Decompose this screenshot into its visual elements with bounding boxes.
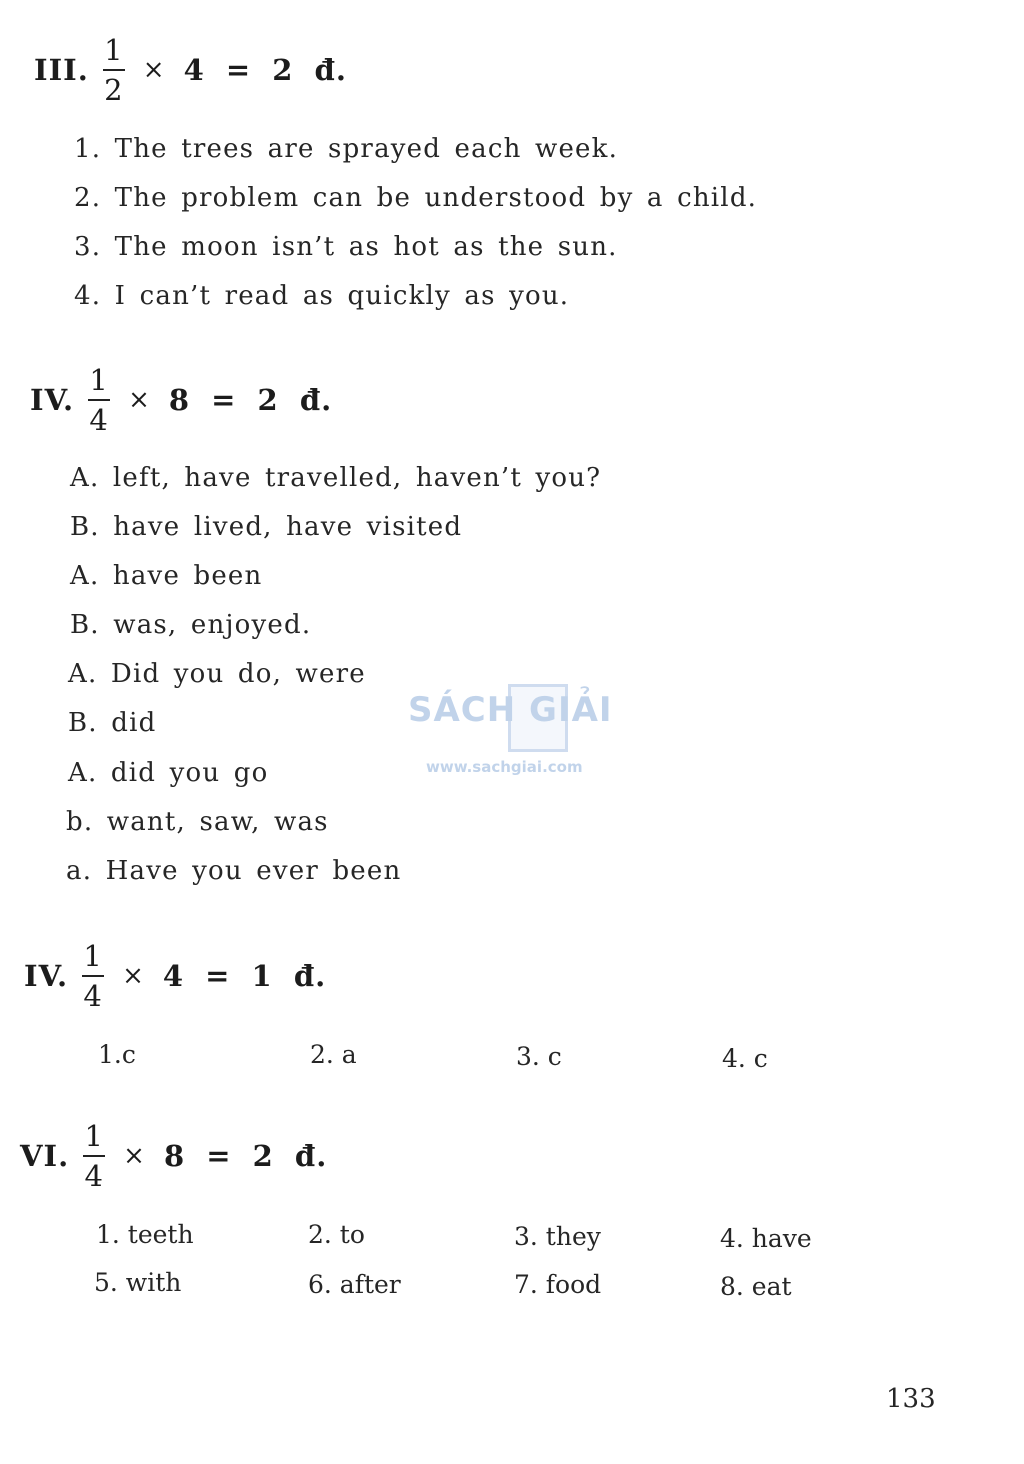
- answer-line: b. want, saw, was: [66, 807, 329, 837]
- fraction: [82, 940, 104, 1012]
- fraction: [83, 1120, 105, 1192]
- sachgiai-watermark: [408, 684, 618, 784]
- section-5-heading: [24, 940, 326, 1012]
- page-number: 133: [886, 1384, 936, 1414]
- fraction-bar: [88, 399, 110, 401]
- answer-line: B. did: [68, 708, 157, 738]
- fraction-numerator: 1: [84, 1119, 104, 1153]
- times-sign: ×: [123, 1141, 146, 1171]
- fraction: [103, 34, 125, 106]
- score-expression: 4 = 1 đ.: [162, 959, 327, 993]
- fraction-denominator: 4: [89, 403, 109, 437]
- answer-item: 2. a: [310, 1040, 357, 1069]
- section-4-heading: [30, 364, 332, 436]
- watermark-url: www.sachgiai.com: [426, 758, 583, 776]
- section-roman-numeral: IV.: [24, 959, 69, 993]
- answer-item: 6. after: [308, 1270, 401, 1299]
- fraction-numerator: 1: [104, 33, 124, 67]
- score-expression: 8 = 2 đ.: [168, 383, 333, 417]
- answer-item: 8. eat: [720, 1272, 792, 1301]
- answer-line: B. was, enjoyed.: [70, 610, 312, 640]
- answer-item: 4. c: [722, 1044, 768, 1073]
- fraction-denominator: 2: [104, 73, 124, 107]
- answer-line: 2. The problem can be understood by a child.: [74, 183, 758, 213]
- times-sign: ×: [122, 961, 145, 991]
- answer-line: B. have lived, have visited: [70, 512, 463, 542]
- fraction-numerator: 1: [83, 939, 103, 973]
- fraction-bar: [103, 69, 125, 71]
- times-sign: ×: [128, 385, 151, 415]
- fraction-denominator: 4: [84, 1159, 104, 1193]
- fraction: [88, 364, 110, 436]
- answer-line: a. Have you ever been: [66, 856, 402, 886]
- score-expression: 4 = 2 đ.: [183, 53, 347, 87]
- answer-item: 2. to: [308, 1220, 365, 1249]
- watermark-logo-text: SÁCH GIẢI: [408, 690, 613, 730]
- answer-line: 4. I can’t read as quickly as you.: [74, 281, 570, 311]
- answer-item: 7. food: [514, 1270, 602, 1299]
- times-sign: ×: [142, 55, 166, 85]
- answer-line: A. have been: [70, 561, 263, 591]
- answer-item: 3. c: [516, 1042, 562, 1071]
- answer-line: 3. The moon isn’t as hot as the sun.: [74, 232, 618, 262]
- answer-line: A. did you go: [68, 758, 269, 788]
- fraction-numerator: 1: [89, 363, 109, 397]
- section-3-heading: [34, 34, 347, 106]
- answer-line: A. Did you do, were: [68, 659, 366, 689]
- section-roman-numeral: VI.: [20, 1139, 70, 1173]
- answer-item: 1.c: [98, 1040, 136, 1069]
- fraction-bar: [83, 1155, 105, 1157]
- section-roman-numeral: III.: [34, 53, 89, 87]
- answer-item: 3. they: [514, 1222, 601, 1251]
- section-roman-numeral: IV.: [30, 383, 75, 417]
- section-6-heading: [20, 1120, 327, 1192]
- fraction-denominator: 4: [83, 979, 103, 1013]
- answer-item: 5. with: [94, 1268, 182, 1297]
- answer-line: A. left, have travelled, haven’t you?: [70, 463, 602, 493]
- answer-line: 1. The trees are sprayed each week.: [74, 134, 619, 164]
- score-expression: 8 = 2 đ.: [163, 1139, 328, 1173]
- answer-item: 1. teeth: [96, 1220, 194, 1249]
- answer-item: 4. have: [720, 1224, 812, 1253]
- fraction-bar: [82, 975, 104, 977]
